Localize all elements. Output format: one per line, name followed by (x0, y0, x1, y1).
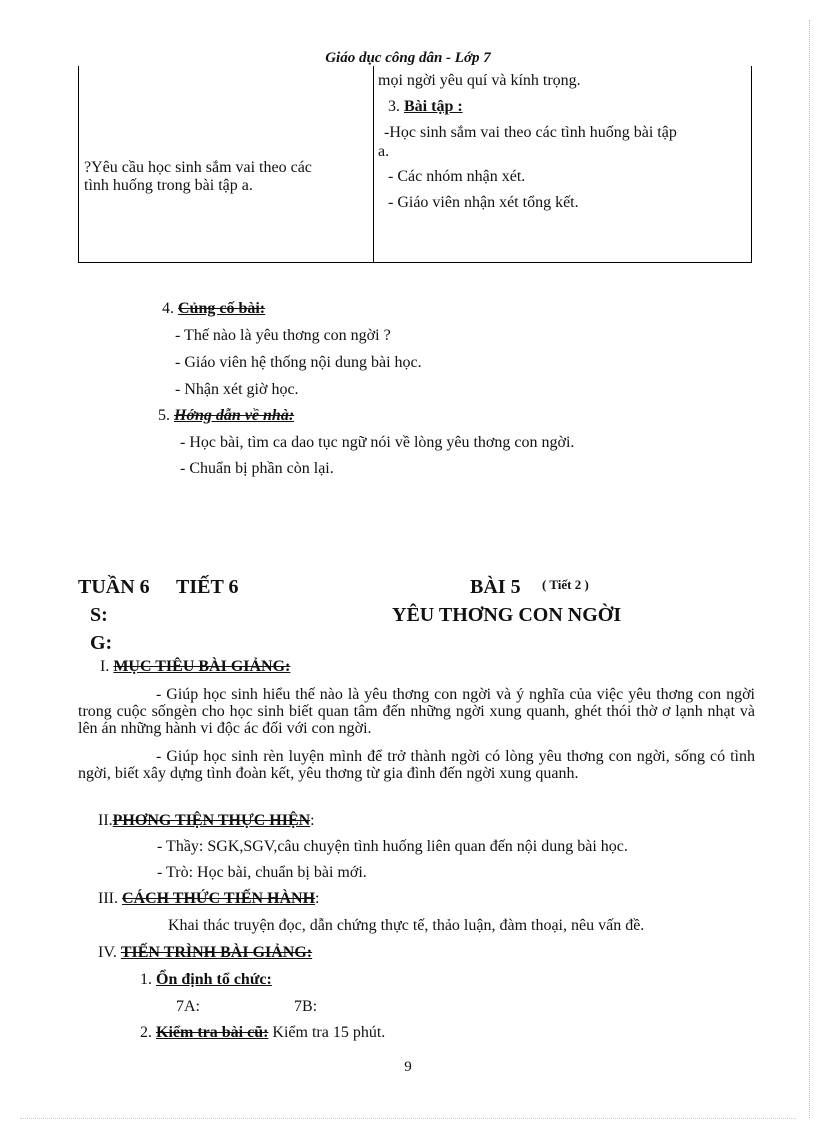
lesson-number: BÀI 5 (470, 576, 521, 598)
section3-line1: Khai thác truyện đọc, dẫn chứng thực tế, thảo luận, đàm thoại, nêu vấn đề. (168, 917, 645, 934)
lesson-title: YÊU THƠNG CON NGỜI (392, 604, 622, 626)
class-7a: 7A: (176, 998, 200, 1015)
section1-paragraph2: - Giúp học sinh rèn luyện mình để trở thành ngời có lòng yêu thơng con ngời, sống có tình ngời, biết xây dựng tình đoàn kết, yêu thơng từ gia đình đến ngời xung quanh. (78, 748, 755, 782)
tiet-note: ( Tiết 2 ) (542, 577, 589, 592)
table-left-line2: tình huống trong bài tập a. (84, 177, 253, 194)
item2-title: Kiểm tra bài cũ: (156, 1024, 269, 1041)
item2-text: Kiểm tra 15 phút. (272, 1024, 386, 1041)
section1-paragraph1: - Giúp học sinh hiểu thế nào là yêu thơng con ngời và ý nghĩa của việc yêu thơng con ngời trong cuộc sốngèn cho học sinh biết quan tâm đến những ngời xung quanh, ghét thói thờ ơ lạnh nhạt và lên án những hành vi độc ác đối với con ngời. (78, 686, 755, 737)
section3-number: III. (98, 890, 118, 907)
table-right-line1: -Học sinh sắm vai theo các tình huống bài tập (384, 124, 677, 141)
item2-number: 2. (140, 1024, 152, 1041)
section2-title: PHƠNG TIỆN THỰC HIỆN (112, 812, 311, 829)
section3-colon: : (315, 890, 320, 907)
section2-number: II. (98, 812, 113, 829)
g-label: G: (90, 632, 113, 654)
cung-co-item: - Nhận xét giờ học. (175, 381, 299, 398)
cung-co-item: - Giáo viên hệ thống nội dung bài học. (175, 354, 422, 371)
table-left-line1: ?Yêu cầu học sinh sắm vai theo các (84, 159, 312, 176)
section3-heading (98, 890, 320, 908)
page-bottom-edge (20, 1118, 796, 1119)
period-label: TIẾT 6 (176, 576, 239, 598)
bai-tap-number: 3. (388, 98, 400, 115)
s-label: S: (90, 604, 108, 626)
bai-tap-label: Bài tập : (404, 98, 463, 115)
cung-co-item: - Thế nào là yêu thơng con ngời ? (175, 327, 391, 344)
huong-dan-item: - Học bài, tìm ca dao tục ngữ nói về lòng yêu thơng con ngời. (180, 434, 575, 451)
page-edge (808, 20, 810, 1118)
section4-title: TIẾN TRÌNH BÀI GIẢNG: (120, 944, 313, 961)
table-right-line2: - Các nhóm nhận xét. (388, 168, 526, 185)
week-label: TUẦN 6 (78, 576, 150, 598)
section1-number: I. (100, 658, 110, 675)
item1-number: 1. (140, 971, 152, 988)
table-divider (373, 66, 374, 262)
section4-heading (98, 944, 312, 962)
huong-dan-number: 5. (158, 407, 170, 424)
section3-title: CÁCH THỨC TIẾN HÀNH (121, 890, 316, 907)
page-number: 9 (404, 1059, 412, 1075)
cung-co-heading (162, 300, 265, 318)
section4-item1 (140, 971, 272, 989)
class-7b: 7B: (294, 998, 318, 1015)
table-right-line1b: a. (378, 143, 390, 160)
cung-co-number: 4. (162, 300, 174, 317)
section1-title: MỤC TIÊU BÀI GIẢNG: (113, 658, 291, 675)
item1-title: Ổn định tổ chức: (156, 971, 272, 988)
section2-heading (98, 812, 315, 830)
section2-line2: - Trò: Học bài, chuẩn bị bài mới. (157, 864, 367, 881)
table-right-continuation: mọi ngời yêu quí và kính trọng. (378, 72, 581, 89)
huong-dan-title: Hớng dẫn về nhà: (174, 407, 295, 424)
huong-dan-heading (158, 407, 294, 425)
page-header: Giáo dục công dân - Lớp 7 (325, 50, 491, 66)
section1-heading (100, 658, 290, 676)
section2-colon: : (310, 812, 315, 829)
cung-co-title: Củng cố bài: (178, 300, 266, 317)
huong-dan-item: - Chuẩn bị phần còn lại. (180, 460, 334, 477)
section2-line1: - Thầy: SGK,SGV,câu chuyện tình huống liên quan đến nội dung bài học. (157, 838, 628, 855)
bai-tap-heading (388, 98, 463, 116)
table-right-line3: - Giáo viên nhận xét tổng kết. (388, 194, 579, 211)
section4-number: IV. (98, 944, 117, 961)
section4-item2 (140, 1024, 385, 1042)
